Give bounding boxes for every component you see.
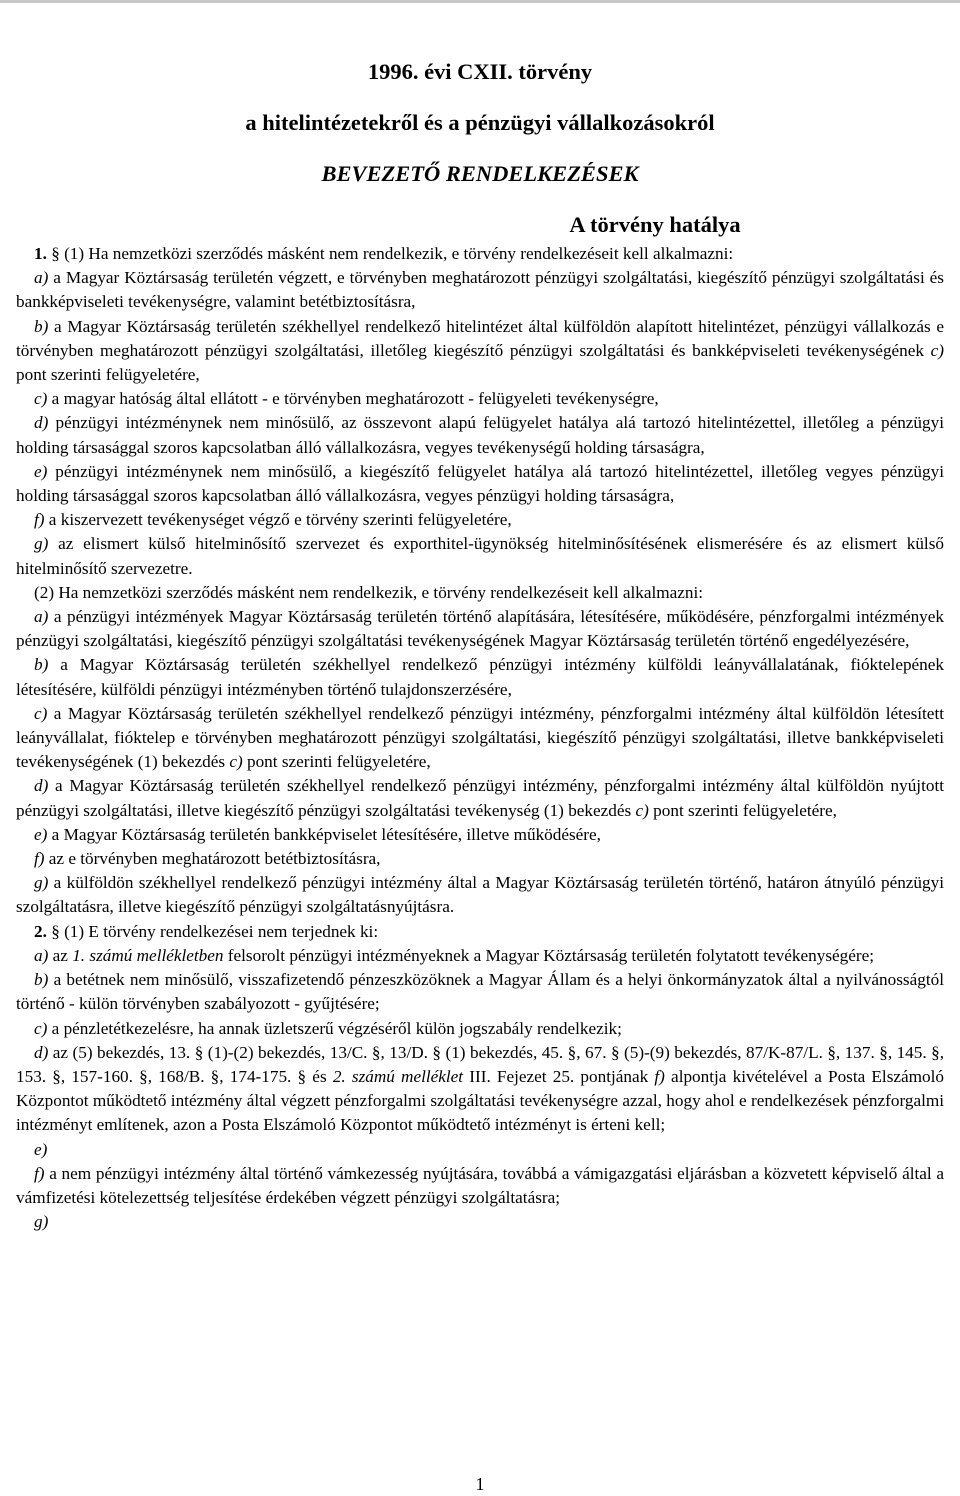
point-label: b) — [34, 316, 49, 336]
paragraph-text: az (5) bekezdés, 13. § (1)-(2) bekezdés, 13/C. §, 13/D. § (1) bekezdés, 45. §, 67. § (5)-(9) bekezdés, 87/K-87/L. §, 137. §, 145. §, 153. §, 157-160. §, 168/B. §, 174-175. § és — [16, 1042, 944, 1086]
point-label: f) — [34, 1163, 45, 1183]
paragraph-text: a Magyar Köztársaság területén székhellyel rendelkező pénzügyi intézmény, pénzforgalmi intézmény által külföldön létesített leányvállalat, fióktelep e törvényben meghatározott pénzügyi szolgáltatási, kiegészítő pénzügyi szolgáltatási, illetve bankképviseleti tevékenységének (1) bekezdés — [16, 703, 944, 772]
paragraph-text: a pénzletétkezelésre, ha annak üzletszerű végzéséről külön jogszabály rendelkezik; — [47, 1018, 622, 1038]
paragraph — [16, 242, 944, 266]
paragraph-text: (2) Ha nemzetközi szerződés másként nem rendelkezik, e törvény rendelkezéseit kell alkalmazni: — [34, 582, 704, 602]
paragraph — [16, 847, 944, 871]
point-label: f) — [34, 849, 45, 869]
paragraph — [16, 871, 944, 919]
document-page — [16, 58, 944, 1234]
top-border — [0, 0, 960, 3]
cross-reference: c) — [635, 800, 649, 820]
document-title: 1996. évi CXII. törvény — [367, 59, 593, 84]
point-label: f) — [34, 510, 45, 530]
section-sign: § — [51, 244, 60, 263]
section-title: BEVEZETŐ RENDELKEZÉSEK — [321, 161, 639, 186]
point-label: e) — [34, 461, 48, 481]
point-label: g) — [34, 534, 49, 554]
point-label: b) — [34, 655, 49, 675]
paragraph-text: pont szerinti felügyeletére, — [242, 752, 431, 772]
paragraph-text: a Magyar Köztársaság területén székhellyel rendelkező pénzügyi intézmény, pénzforgalmi intézmény által külföldön nyújtott pénzügyi szolgáltatási, illetve kiegészítő pénzügyi szolgáltatási tevékenység (1) bekezdés — [16, 776, 944, 820]
paragraph-text: pont szerinti felügyeletére, — [648, 800, 837, 820]
point-label: a) — [34, 607, 49, 627]
document-subtitle: a hitelintézetekről és a pénzügyi vállalkozásokról — [245, 110, 715, 135]
paragraph-text: a betétnek nem minősülő, visszafizetendő pénzeszközöknek a Magyar Állam és a helyi önkormányzatok által a nyilvánosságtól történő - külön törvényben szabályozott - gyűjtésére; — [16, 970, 944, 1014]
cross-reference: c) — [229, 752, 243, 772]
paragraph — [16, 508, 944, 532]
point-label: d) — [34, 776, 49, 796]
paragraph-text: a Magyar Köztársaság területén bankképviselet létesítésére, illetve működésére, — [47, 824, 601, 844]
section-heading: A törvény hatálya — [569, 212, 741, 237]
section-number: 2. — [34, 921, 47, 941]
paragraph-text: (1) Ha nemzetközi szerződés másként nem rendelkezik, e törvény rendelkezéseit kell alkalmazni: — [59, 244, 734, 263]
paragraph-text: az elismert külső hitelminősítő szervezet és exporthitel-ügynökség hitelminősítésének elismerésére és az elismert külső hitelminősítő szervezetre. — [16, 534, 944, 578]
paragraph-text: pont szerinti felügyeletére, — [16, 365, 200, 385]
paragraph-text: pénzügyi intézménynek nem minősülő, az összevont alapú felügyelet hatálya alá tartozó hitelintézettel, illetőleg a pénzügyi holding társasággal szoros kapcsolatban álló vállalkozásra, vegyes tevékenységű holding társaságra, — [16, 413, 944, 457]
paragraph-text: alpontja kivételével a Posta Elszámoló Központot működtető intézmény által végzett pénzforgalmi szolgáltatási tevékenységre azzal, hogy ahol e rendelkezések pénzforgalmi intézményt említenek, azon a Posta Elszámoló Központot működtető intézményt is érteni kell; — [16, 1066, 944, 1135]
paragraph-text: a külföldön székhellyel rendelkező pénzügyi intézmény által a Magyar Köztársaság területén történő, határon átnyúló pénzügyi szolgáltatásra, illetve kiegészítő pénzügyi szolgáltatásnyújtásra. — [16, 873, 944, 917]
paragraph-text: a kiszervezett tevékenységet végző e törvény szerinti felügyeletére, — [44, 510, 512, 530]
paragraph — [16, 387, 944, 411]
paragraph — [16, 460, 944, 508]
paragraph — [16, 944, 944, 968]
paragraph — [16, 968, 944, 1016]
paragraph — [16, 920, 944, 944]
point-label: g) — [34, 1212, 49, 1232]
paragraph — [16, 266, 944, 314]
point-label: d) — [34, 413, 49, 433]
paragraph — [16, 605, 944, 653]
point-label: e) — [34, 1139, 48, 1159]
point-label: c) — [34, 1018, 48, 1038]
paragraph — [16, 315, 944, 388]
paragraph-text: a Magyar Köztársaság területén székhellyel rendelkező hitelintézet által külföldön alapított hitelintézet, pénzügyi vállalkozás e törvényben meghatározott pénzügyi szolgáltatási, illetőleg kiegészítő pénzügyi szolgáltatási és bankképviseleti tevékenységének — [16, 316, 944, 360]
paragraph — [16, 581, 944, 605]
point-label: c) — [34, 703, 48, 723]
cross-reference: f) — [654, 1066, 665, 1086]
paragraph-text: a Magyar Köztársaság területén székhellyel rendelkező pénzügyi intézmény külföldi leányvállalatának, fióktelepének létesítésére, külföldi pénzügyi intézményben történő tulajdonszerzésére, — [16, 655, 944, 699]
paragraph — [16, 1041, 944, 1138]
paragraph-text: (1) E törvény rendelkezései nem terjednek ki: — [59, 921, 379, 941]
point-label: e) — [34, 824, 48, 844]
paragraph-text: a magyar hatóság által ellátott - e törvényben meghatározott - felügyeleti tevékenységre, — [47, 389, 659, 409]
paragraph-text: III. Fejezet 25. pontjának — [463, 1066, 655, 1086]
paragraph-text: a nem pénzügyi intézmény által történő vámkezesség nyújtására, továbbá a vámigazgatási eljárásban a közvetett képviselő által a vámfizetési kötelezettség teljesítése érdekében végzett pénzügyi szolgáltatásra; — [16, 1163, 944, 1207]
paragraph — [16, 702, 944, 775]
paragraph-text: felsorolt pénzügyi intézményeknek a Magyar Köztársaság területén folytatott tevékenységére; — [223, 945, 874, 965]
point-label: a) — [34, 268, 49, 288]
page-number: 1 — [475, 1474, 485, 1494]
paragraph — [16, 1138, 944, 1162]
paragraph — [16, 532, 944, 580]
paragraph — [16, 411, 944, 459]
paragraph-text: az e törvényben meghatározott betétbiztosításra, — [44, 849, 381, 869]
section-number: 1. — [34, 244, 47, 263]
point-label: a) — [34, 945, 49, 965]
cross-reference: c) — [930, 340, 944, 360]
document-body — [16, 242, 944, 1234]
point-label: b) — [34, 970, 49, 990]
point-label: d) — [34, 1042, 49, 1062]
paragraph-text: az — [48, 945, 73, 965]
paragraph — [16, 1210, 944, 1234]
paragraph-text: pénzügyi intézménynek nem minősülő, a kiegészítő felügyelet hatálya alá tartozó hitelintézettel, illetőleg vegyes pénzügyi holding társasággal szoros kapcsolatban álló vállalkozásra, vegyes pénzügyi holding társaságra, — [16, 461, 944, 506]
paragraph — [16, 653, 944, 701]
paragraph — [16, 823, 944, 847]
point-label: c) — [34, 389, 48, 409]
paragraph — [16, 1017, 944, 1041]
cross-reference: 2. számú melléklet — [332, 1066, 464, 1086]
paragraph — [16, 1162, 944, 1210]
point-label: g) — [34, 873, 49, 893]
paragraph-text: a Magyar Köztársaság területén végzett, e törvényben meghatározott pénzügyi szolgáltatási, kiegészítő pénzügyi szolgáltatási és bankképviseleti tevékenységre, valamint betétbiztosításra, — [16, 268, 944, 312]
paragraph — [16, 774, 944, 822]
paragraph-text: a pénzügyi intézmények Magyar Köztársaság területén történő alapítására, létesítésére, működésére, pénzforgalmi intézmények pénzügyi szolgáltatási, kiegészítő pénzügyi szolgáltatási tevékenységének Magyar Köztársaság területén történő engedélyezésére, — [16, 607, 944, 651]
section-sign: § — [51, 921, 60, 941]
cross-reference: 1. számú mellékletben — [72, 945, 224, 965]
